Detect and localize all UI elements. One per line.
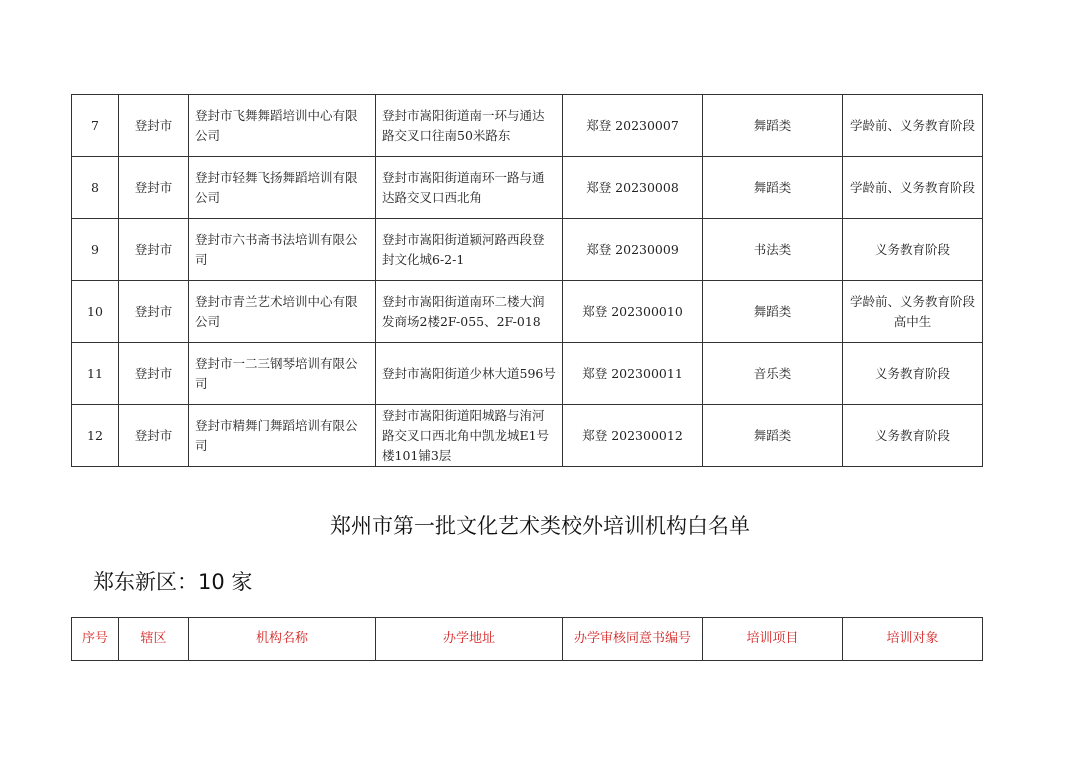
header-table: [71, 617, 983, 661]
row-number: 9: [72, 219, 119, 281]
row-approval-code: 郑登 202300011: [563, 343, 703, 405]
row-address: 登封市嵩阳街道南环二楼大润发商场2楼2F-055、2F-018: [376, 281, 563, 343]
row-training-target: 义务教育阶段: [843, 405, 983, 467]
row-number: 8: [72, 157, 119, 219]
row-training-target: 学龄前、义务教育阶段: [843, 95, 983, 157]
row-training-item: 舞蹈类: [703, 157, 843, 219]
row-institution-name: 登封市青兰艺术培训中心有限公司: [189, 281, 376, 343]
row-address: 登封市嵩阳街道颍河路西段登封文化城6-2-1: [376, 219, 563, 281]
header-approval-code: 办学审核同意书编号: [563, 618, 703, 661]
row-approval-code: 郑登 20230008: [563, 157, 703, 219]
row-district: 登封市: [119, 405, 189, 467]
row-district: 登封市: [119, 281, 189, 343]
row-approval-code: 郑登 202300010: [563, 281, 703, 343]
row-district: 登封市: [119, 219, 189, 281]
row-training-item: 舞蹈类: [703, 281, 843, 343]
table-row: [72, 95, 983, 157]
table-row: [72, 157, 983, 219]
row-number: 12: [72, 405, 119, 467]
table-row: [72, 219, 983, 281]
row-training-target: 学龄前、义务教育阶段 高中生: [843, 281, 983, 343]
row-district: 登封市: [119, 95, 189, 157]
table-row: [72, 281, 983, 343]
header-institution-name: 机构名称: [189, 618, 376, 661]
row-address: 登封市嵩阳街道阳城路与洧河路交叉口西北角中凯龙城E1号楼101铺3层: [376, 405, 563, 467]
row-training-target: 义务教育阶段: [843, 219, 983, 281]
row-training-target: 义务教育阶段: [843, 343, 983, 405]
row-training-target: 学龄前、义务教育阶段: [843, 157, 983, 219]
row-approval-code: 郑登 20230009: [563, 219, 703, 281]
row-training-item: 音乐类: [703, 343, 843, 405]
row-number: 11: [72, 343, 119, 405]
header-training-item: 培训项目: [703, 618, 843, 661]
row-institution-name: 登封市轻舞飞扬舞蹈培训有限公司: [189, 157, 376, 219]
row-number: 7: [72, 95, 119, 157]
row-address: 登封市嵩阳街道少林大道596号: [376, 343, 563, 405]
header-address: 办学地址: [376, 618, 563, 661]
header-number: 序号: [72, 618, 119, 661]
table-row: [72, 343, 983, 405]
row-institution-name: 登封市飞舞舞蹈培训中心有限公司: [189, 95, 376, 157]
row-institution-name: 登封市精舞门舞蹈培训有限公司: [189, 405, 376, 467]
header-district: 辖区: [119, 618, 189, 661]
table-header-row: [72, 618, 983, 661]
row-address: 登封市嵩阳街道南环一路与通达路交叉口西北角: [376, 157, 563, 219]
row-training-item: 舞蹈类: [703, 95, 843, 157]
row-number: 10: [72, 281, 119, 343]
row-approval-code: 郑登 20230007: [563, 95, 703, 157]
header-training-target: 培训对象: [843, 618, 983, 661]
row-approval-code: 郑登 202300012: [563, 405, 703, 467]
institution-table: [71, 94, 988, 467]
row-district: 登封市: [119, 343, 189, 405]
table-row: [72, 405, 983, 467]
row-training-item: 舞蹈类: [703, 405, 843, 467]
district-heading: 郑东新区：10 家: [93, 570, 253, 594]
list-title: 郑州市第一批文化艺术类校外培训机构白名单: [330, 514, 750, 538]
row-address: 登封市嵩阳街道南一环与通达路交叉口往南50米路东: [376, 95, 563, 157]
row-training-item: 书法类: [703, 219, 843, 281]
row-district: 登封市: [119, 157, 189, 219]
row-institution-name: 登封市六书斋书法培训有限公司: [189, 219, 376, 281]
row-institution-name: 登封市一二三钢琴培训有限公司: [189, 343, 376, 405]
